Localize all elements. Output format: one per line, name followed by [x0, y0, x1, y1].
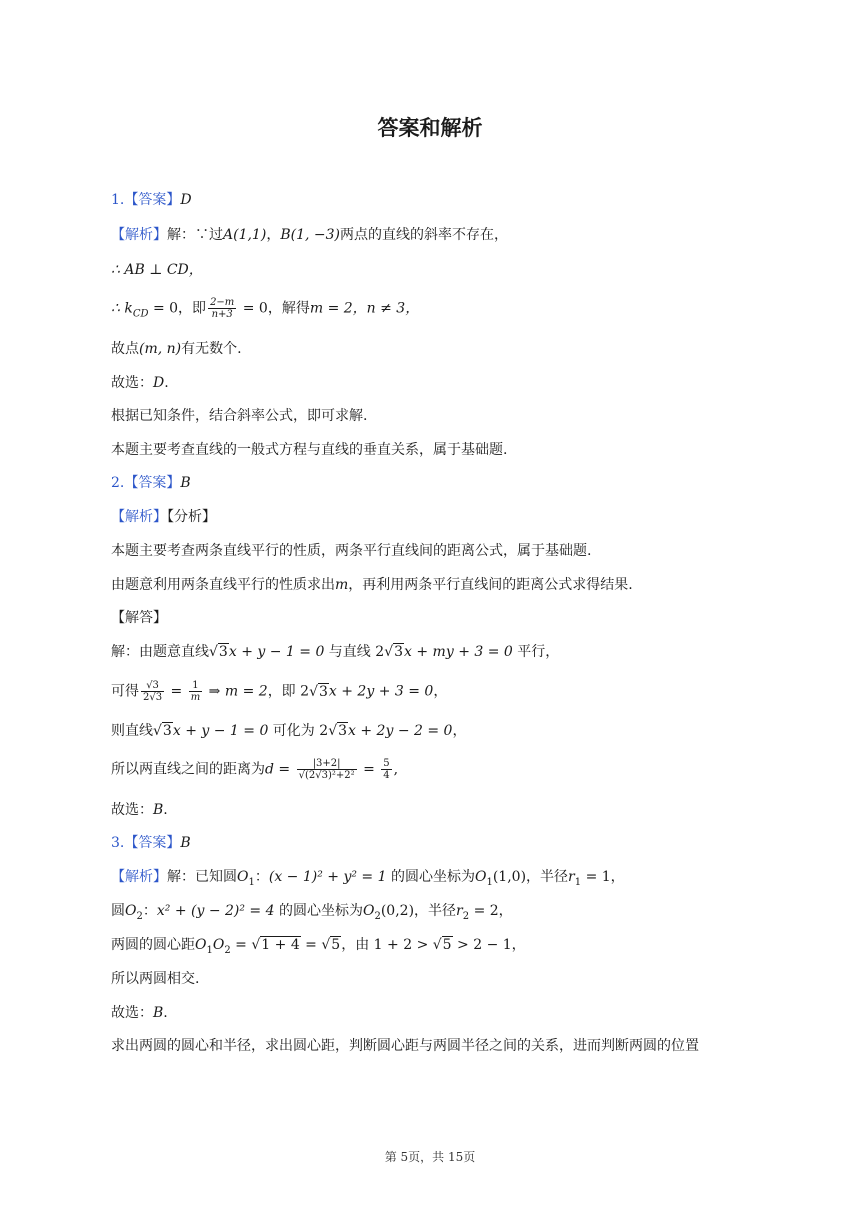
subscript: 1	[486, 876, 493, 888]
q1-line-5	[111, 373, 770, 393]
math: ⇒ m = 2	[204, 683, 268, 700]
subscript: 2	[462, 910, 470, 922]
text: =	[358, 761, 380, 778]
math: x + y − 1 = 0	[228, 644, 325, 660]
denominator: 2√3	[143, 692, 163, 703]
q1-line-7: 本题主要考查直线的一般式方程与直线的垂直关系，属于基础题.	[111, 442, 508, 458]
math: = 2	[469, 903, 499, 919]
q1-answer: D	[180, 192, 192, 208]
radicand: 1 + 4	[261, 937, 300, 953]
q3-analysis-tag: 【解析】	[111, 869, 167, 885]
q2-line-5	[111, 680, 770, 703]
subscript: 2	[374, 910, 381, 922]
q2-analysis-line	[111, 507, 770, 527]
math: (x − 1)² + y² = 1	[268, 869, 387, 885]
q2-line-8	[111, 800, 770, 820]
text: = 0，即	[148, 300, 207, 317]
text: 则直线	[111, 723, 153, 739]
q2-line-1: 本题主要考查两条直线平行的性质，两条平行直线间的距离公式，属于基础题.	[111, 543, 592, 559]
q1-answer-line	[111, 190, 770, 210]
math: 2	[300, 683, 310, 700]
denominator: 4	[383, 770, 390, 781]
text: 解：由题意直线	[111, 644, 209, 660]
q3-answer-tag: 【答案】	[124, 835, 181, 851]
q3-line-2	[111, 901, 770, 921]
radicand: 5	[442, 937, 452, 953]
subscript: 2	[224, 944, 231, 956]
text: ：	[142, 903, 157, 919]
text: ，	[266, 227, 281, 243]
subscript: 2	[136, 910, 143, 922]
math: 2	[375, 644, 385, 660]
math: B	[153, 1005, 164, 1021]
sqrt: √1 + 4	[251, 937, 300, 953]
text: ，	[610, 869, 625, 885]
text: 可得	[111, 683, 139, 700]
math: B	[153, 802, 164, 818]
page-title: 答案和解析	[377, 116, 483, 140]
radicand: (2√3)²+2²	[304, 770, 355, 781]
q1-number: 1.	[111, 192, 125, 208]
q1-analysis-tag: 【解析】	[111, 227, 167, 243]
numerator: |3+2|	[297, 758, 357, 770]
q2-line-6	[111, 721, 770, 741]
math: x² + (y − 2)² = 4	[156, 903, 275, 919]
radicand: 3	[338, 723, 348, 739]
q2-line-2	[111, 575, 770, 595]
radicand: 3	[394, 644, 404, 660]
math: O	[125, 903, 137, 919]
text: 故点	[111, 341, 139, 357]
q3-line-4: 所以两圆相交.	[111, 971, 200, 987]
q1-answer-tag: 【答案】	[124, 192, 181, 208]
text: 两点的直线的斜率不存在，	[339, 227, 508, 243]
numerator: 5	[383, 758, 390, 769]
text: 故选：	[111, 1005, 153, 1021]
q2-analysis-tag: 【解析】	[111, 509, 167, 525]
q2-number: 2.	[111, 475, 125, 491]
sqrt: √5	[432, 937, 452, 953]
math: A(1,1)	[223, 227, 267, 243]
math: m = 2，n ≠ 3，	[309, 300, 420, 317]
math: O	[212, 937, 225, 953]
math: O	[195, 937, 207, 953]
denominator: m	[190, 692, 201, 703]
math: ∴ k	[111, 300, 133, 317]
math: r	[456, 903, 463, 919]
q2-answer: B	[180, 475, 191, 491]
denominator: n+3	[211, 309, 233, 320]
sqrt: √3	[209, 644, 228, 660]
math: (1,0)	[492, 869, 527, 885]
q1-line-3	[111, 297, 770, 320]
text: ，	[433, 683, 448, 700]
numerator: 2−m	[210, 297, 235, 308]
sqrt: √3	[384, 644, 404, 660]
sqrt: √3	[309, 683, 328, 700]
math: O	[237, 869, 249, 885]
sqrt: √3	[328, 723, 348, 739]
math: x + 2y + 3 = 0	[328, 683, 434, 700]
math: > 2 − 1	[452, 937, 512, 953]
radicand: 3	[162, 723, 172, 739]
math: 1 + 2 >	[373, 937, 433, 953]
numerator: √3	[141, 680, 164, 692]
math: O	[474, 869, 487, 885]
numerator: 1	[189, 680, 202, 692]
text: 圆	[111, 903, 125, 919]
q3-line-5	[111, 1003, 770, 1023]
q3-line-3	[111, 935, 770, 955]
q2-line-7	[111, 758, 770, 781]
math: x + 2y − 2 = 0	[348, 723, 453, 739]
text: ，即	[267, 683, 301, 700]
math: =	[300, 937, 322, 953]
radicand: 3	[218, 644, 228, 660]
math: r	[568, 869, 575, 885]
text: 可化为	[268, 723, 320, 739]
text: ，	[498, 903, 513, 919]
text: 【分析】	[167, 509, 216, 525]
text: .	[164, 375, 169, 391]
q2-line-3: 【解答】	[111, 610, 167, 626]
math: (m, n)	[139, 341, 182, 357]
denominator: √(2√3)²+2²	[298, 770, 355, 781]
text: =	[166, 683, 187, 700]
q3-answer-line	[111, 833, 770, 853]
fraction	[297, 758, 357, 781]
math: x + y − 1 = 0	[172, 723, 269, 739]
math: (0,2)	[380, 903, 415, 919]
text: 两圆的圆心距	[111, 937, 195, 953]
math: =	[230, 937, 252, 953]
text: 有无数个.	[181, 341, 242, 357]
text: 由题意利用两条直线平行的性质求出	[111, 577, 335, 593]
fraction	[141, 680, 164, 703]
q1-line-2: ∴ AB ⊥ CD，	[111, 262, 203, 278]
q2-answer-tag: 【答案】	[124, 475, 181, 491]
math: d =	[265, 761, 295, 778]
text: ，半径	[526, 869, 569, 885]
text: ：	[254, 869, 269, 885]
text: ，再利用两条平行直线间的距离公式求得结果.	[348, 577, 633, 593]
math: D	[153, 375, 165, 391]
q2-line-4	[111, 642, 770, 662]
sqrt: √3	[153, 723, 172, 739]
subscript: 1	[574, 876, 582, 888]
text: ,	[393, 761, 399, 778]
text: 故选：	[111, 375, 153, 391]
fraction	[208, 297, 236, 320]
fraction	[381, 758, 391, 781]
sqrt: √5	[321, 937, 341, 953]
radicand: 5	[331, 937, 341, 953]
q3-answer: B	[180, 835, 191, 851]
subscript: 1	[206, 944, 213, 956]
text: 平行，	[512, 644, 560, 660]
text: 解：∵过	[167, 227, 223, 243]
math: m	[335, 577, 349, 593]
text: 的圆心坐标为	[386, 869, 475, 885]
text: 的圆心坐标为	[274, 903, 363, 919]
page-footer: 第 5页，共 15页	[384, 1150, 476, 1164]
q1-line-4	[111, 339, 770, 359]
text: ，由	[341, 937, 374, 953]
fraction	[189, 680, 202, 703]
text: ，	[452, 723, 467, 739]
text: 与直线	[324, 644, 376, 660]
math: O	[362, 903, 375, 919]
radicand: 3	[318, 683, 328, 700]
text: .	[163, 1005, 168, 1021]
math: = 1	[581, 869, 611, 885]
text: 所以两直线之间的距离为	[111, 761, 265, 778]
subscript: CD	[132, 308, 149, 320]
text: .	[163, 802, 168, 818]
q1-analysis-line	[111, 225, 770, 245]
text: = 0，解得	[238, 300, 310, 317]
math: B(1, −3)	[280, 227, 340, 243]
q2-answer-line	[111, 473, 770, 493]
math: 2	[319, 723, 329, 739]
math: x + my + 3 = 0	[404, 644, 513, 660]
subscript: 1	[248, 876, 255, 888]
q3-line-6: 求出两圆的圆心和半径，求出圆心距，判断圆心距与两圆半径之间的关系，进而判断两圆的位置	[111, 1038, 699, 1054]
text: ，半径	[414, 903, 457, 919]
text: 故选：	[111, 802, 153, 818]
text: ，	[511, 937, 526, 953]
q3-analysis-line	[111, 867, 770, 887]
q1-line-6: 根据已知条件，结合斜率公式，即可求解.	[111, 408, 368, 424]
text: 解：已知圆	[167, 869, 237, 885]
q3-number: 3.	[111, 835, 125, 851]
